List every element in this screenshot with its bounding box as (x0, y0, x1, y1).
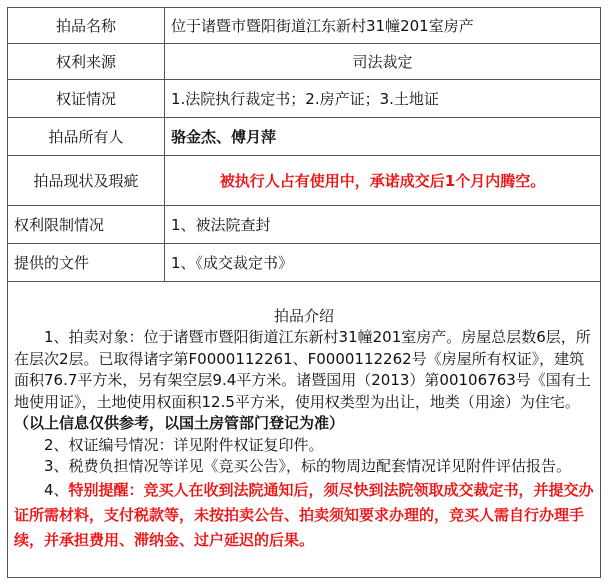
documents-value: 1、《成交裁定书》 (165, 244, 601, 282)
row-rights-source (8, 44, 601, 80)
restriction-value: 1、被法院查封 (165, 206, 601, 244)
documents-label: 提供的文件 (8, 244, 165, 282)
owner-value: 骆金杰、傅月萍 (165, 118, 601, 156)
restriction-label: 权利限制情况 (8, 206, 165, 244)
owner-label: 拍品所有人 (8, 118, 165, 156)
intro-paragraph-2: 2、权证编号情况：详见附件权证复印件。 (44, 435, 324, 454)
row-status (8, 156, 601, 206)
intro-paragraph-1 (14, 327, 594, 435)
intro-p4-warning: 特别提醒：竞买人在收到法院通知后，须尽快到法院领取成交裁定书，并提交办证所需材料，支付税款等，未按拍卖公告、拍卖须知要求办理的，竞买人需自行办理手续，并承担费用、滞纳金、过户延迟的后果。 (14, 480, 594, 549)
rights-source-value: 司法裁定 (165, 44, 601, 80)
certificates-label: 权证情况 (8, 80, 165, 118)
row-restriction (8, 206, 601, 244)
item-name-label: 拍品名称 (8, 8, 165, 44)
row-documents (8, 244, 601, 282)
auction-info-table (7, 7, 601, 578)
intro-paragraph-3: 3、税费负担情况等详见《竞买公告》，标的物周边配套情况详见附件评估报告。 (44, 457, 572, 476)
certificates-value: 1.法院执行裁定书；2.房产证；3.土地证 (165, 80, 601, 118)
row-owner (8, 118, 601, 156)
row-intro (8, 282, 601, 578)
intro-p1-note: （以上信息仅供参考，以国土房管部门登记为准） (14, 414, 345, 433)
intro-cell (8, 282, 601, 578)
row-item-name (8, 8, 601, 44)
intro-p4-prefix: 4、 (44, 480, 69, 499)
intro-p1-text: 1、拍卖对象：位于诸暨市暨阳街道江东新村31幢201室房产。房屋总层数6层，所在层次2层。已取得诸字第F0000112261、F0000112262号《房屋所有权证》，建筑面积76.7平方米，另有架空层9.4平方米。诸暨国用（2013）第00106763号《国有土地使用证》，土地使用权面积12.5平方米，使用权类型为出让，地类（用途）为住宅。 (14, 328, 591, 411)
item-name-value: 位于诸暨市暨阳街道江东新村31幢201室房产 (165, 8, 601, 44)
intro-paragraph-4 (14, 478, 594, 553)
status-value: 被执行人占有使用中，承诺成交后1个月内腾空。 (165, 156, 601, 206)
row-certificates (8, 80, 601, 118)
rights-source-label: 权利来源 (8, 44, 165, 80)
intro-title: 拍品介绍 (273, 307, 334, 326)
status-label: 拍品现状及瑕疵 (8, 156, 165, 206)
